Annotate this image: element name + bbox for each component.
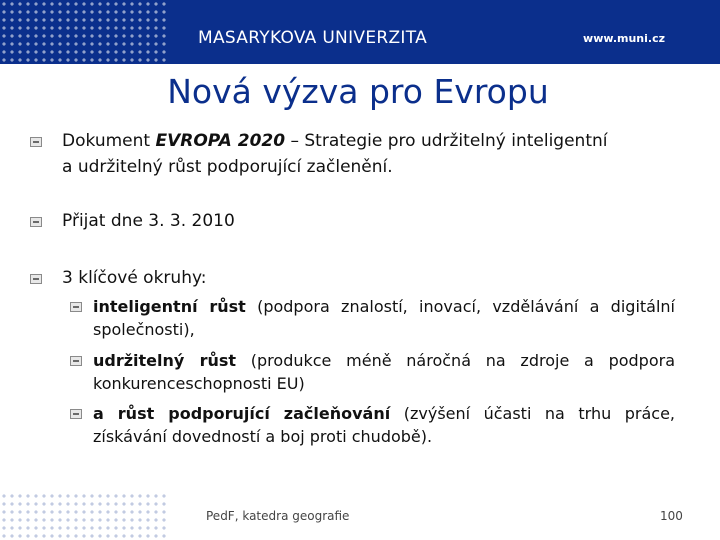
sub-bullet-arrow-icon <box>70 409 82 419</box>
sub-bullet-arrow-icon <box>70 302 82 312</box>
website-url: www.muni.cz <box>583 32 665 45</box>
sub-bullet-smart-growth <box>93 295 675 341</box>
bullet-arrow-icon <box>30 274 42 284</box>
header-dot-pattern <box>0 0 170 64</box>
sub-bullet-sustainable-growth <box>93 349 675 395</box>
bullet-item-key-areas: 3 klíčové okruhy: <box>62 268 207 288</box>
bullet-item-adopted: Přijat dne 3. 3. 2010 <box>62 211 235 231</box>
sub-bullet-arrow-icon <box>70 356 82 366</box>
bullet-text-line2: a udržitelný růst podporující začlenění. <box>62 157 393 177</box>
sub-bullet-text: (podpora znalostí, inovací, vzdělávání a digitální společnosti), <box>93 297 675 339</box>
sub-bullet-inclusive-growth <box>93 402 675 448</box>
bullet-text-suffix: – Strategie pro udržitelný inteligentní <box>285 131 608 151</box>
sub-bullet-bold: inteligentní růst <box>93 297 246 316</box>
bullet-item-document <box>62 128 682 180</box>
sub-bullet-text: (zvýšení účasti na trhu práce, získávání dovedností a boj proti chudobě). <box>93 404 676 446</box>
bullet-text-emphasis: EVROPA 2020 <box>155 131 286 151</box>
page-number: 100 <box>660 509 683 523</box>
sub-bullet-bold: a růst podporující začleňování <box>93 404 391 423</box>
sub-bullet-bold: udržitelný růst <box>93 351 237 370</box>
university-name: MASARYKOVA UNIVERZITA <box>198 28 428 48</box>
sub-bullet-text: (produkce méně náročná na zdroje a podpora konkurenceschopnosti EU) <box>93 351 676 393</box>
slide-title: Nová výzva pro Evropu <box>167 72 549 111</box>
bullet-arrow-icon <box>30 217 42 227</box>
header-band <box>0 0 720 64</box>
bullet-text-prefix: Dokument <box>62 131 156 151</box>
footer-dot-pattern <box>0 492 170 540</box>
footer-source: PedF, katedra geografie <box>206 509 350 523</box>
bullet-arrow-icon <box>30 137 42 147</box>
